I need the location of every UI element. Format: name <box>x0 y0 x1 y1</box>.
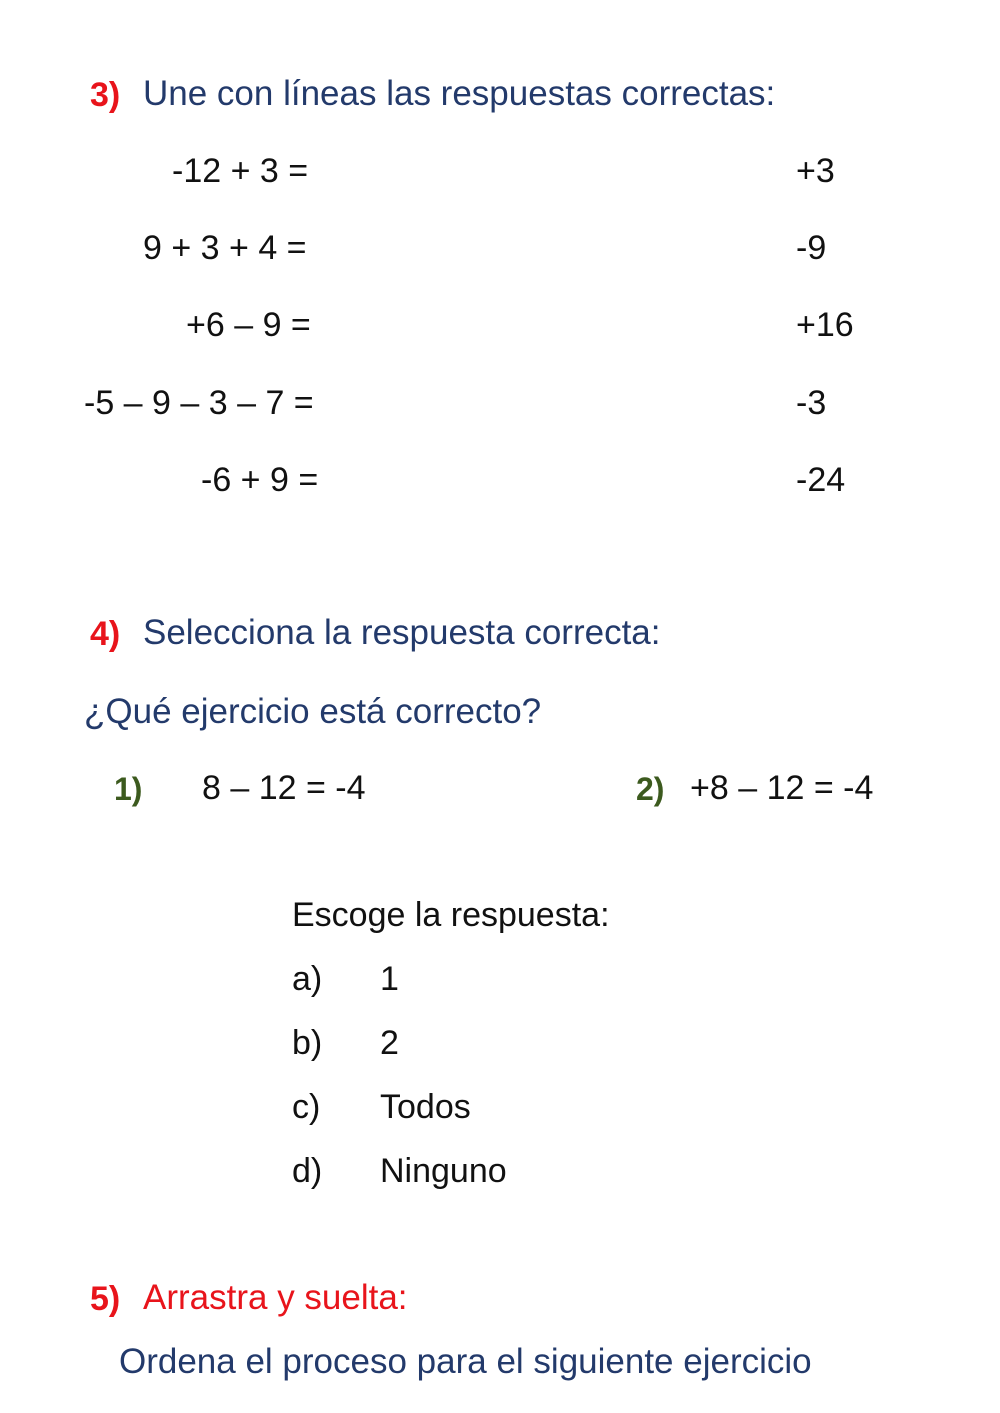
q3-right-item[interactable]: -24 <box>796 461 846 499</box>
option-letter: b) <box>292 1024 323 1062</box>
q3-left-item[interactable]: -12 + 3 = <box>172 152 309 190</box>
exercise-1-text: 8 – 12 = -4 <box>202 769 366 807</box>
q3-right-item[interactable]: -9 <box>796 229 827 267</box>
q3-right-item[interactable]: +3 <box>796 152 835 190</box>
option-letter: d) <box>292 1152 323 1190</box>
q3-title: Une con líneas las respuestas correctas: <box>143 74 776 113</box>
q5-subtitle: Ordena el proceso para el siguiente ejercicio <box>119 1342 812 1381</box>
option-text: Todos <box>380 1088 471 1126</box>
q3-number: 3) <box>90 76 121 114</box>
q4-title: Selecciona la respuesta correcta: <box>143 613 661 652</box>
option-letter: c) <box>292 1088 321 1126</box>
choose-label: Escoge la respuesta: <box>292 896 610 934</box>
option-text: Ninguno <box>380 1152 507 1190</box>
q3-right-item[interactable]: -3 <box>796 384 827 422</box>
q3-left-item[interactable]: 9 + 3 + 4 = <box>143 229 307 267</box>
option-text: 1 <box>380 960 399 998</box>
q3-left-item[interactable]: +6 – 9 = <box>186 306 311 344</box>
exercise-1-number: 1) <box>114 771 143 807</box>
option-text: 2 <box>380 1024 399 1062</box>
q3-right-item[interactable]: +16 <box>796 306 854 344</box>
q4-number: 4) <box>90 615 121 653</box>
q3-left-item[interactable]: -5 – 9 – 3 – 7 = <box>84 384 314 422</box>
exercise-2-text: +8 – 12 = -4 <box>690 769 874 807</box>
q4-question: ¿Qué ejercicio está correcto? <box>84 692 542 731</box>
exercise-2-number: 2) <box>636 771 665 807</box>
option-letter: a) <box>292 960 323 998</box>
q5-number: 5) <box>90 1280 121 1318</box>
q5-title: Arrastra y suelta: <box>143 1278 408 1317</box>
q3-left-item[interactable]: -6 + 9 = <box>201 461 319 499</box>
